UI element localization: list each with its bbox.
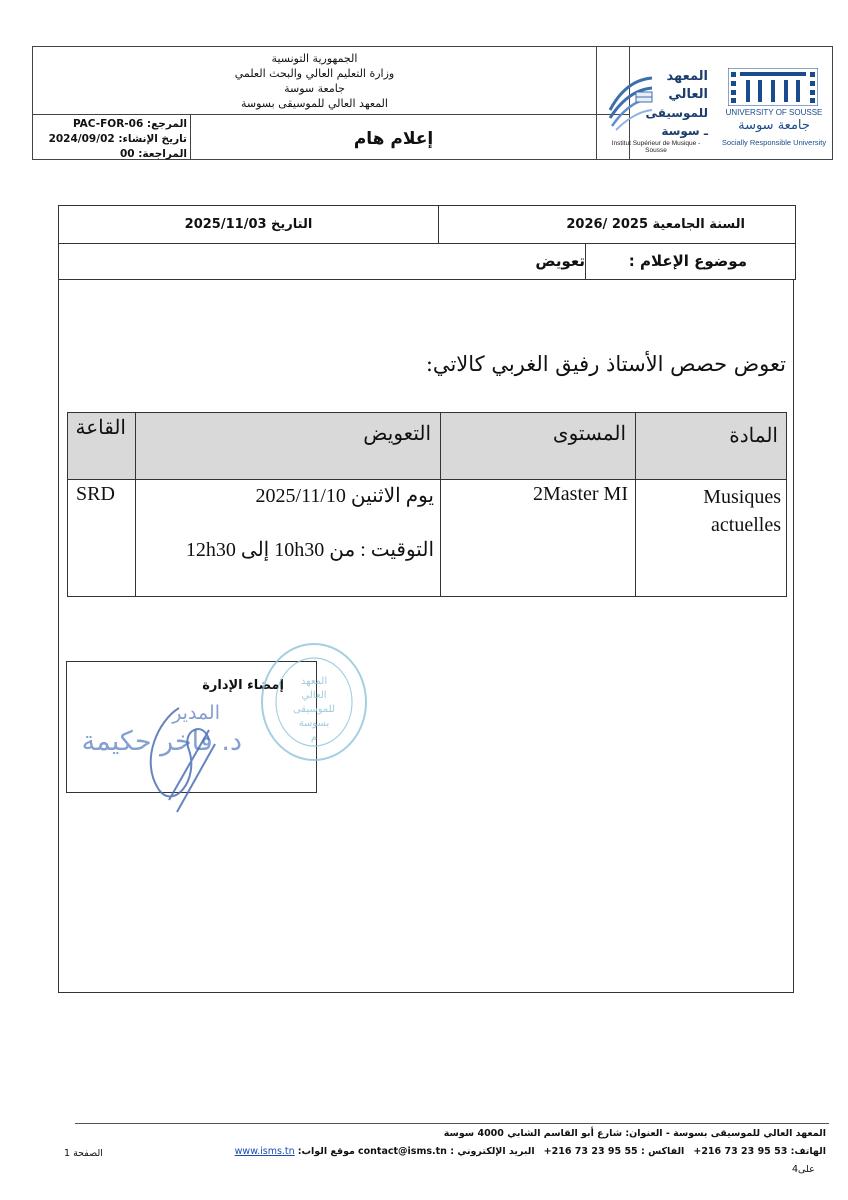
university-tagline: Socially Responsible University — [721, 138, 827, 147]
header-room: القاعة — [75, 415, 126, 439]
column-divider — [635, 413, 636, 596]
header-replacement: التعويض — [363, 421, 431, 445]
music-waves-icon — [606, 70, 656, 132]
revision-number: المراجعة: 00 — [119, 148, 187, 160]
footer-divider — [75, 1123, 829, 1124]
cell-time: التوقيت : من 10h30 إلى 12h30 — [185, 539, 434, 561]
university-name-en: UNIVERSITY OF SOUSSE — [725, 108, 823, 117]
university-name-ar: جامعة سوسة — [738, 118, 810, 133]
footer-contacts — [235, 1146, 826, 1157]
subject-label: موضوع الإعلام : — [628, 252, 747, 270]
page-total: على4 — [792, 1164, 815, 1175]
column-divider — [135, 413, 136, 596]
footer-fax: الفاكس : 55 95 23 73 216+ — [543, 1146, 685, 1157]
cell-level: 2Master MI — [533, 483, 628, 505]
gov-line: وزارة التعليم العالي والبحث العلمي — [234, 67, 395, 80]
footer-email: البريد الإلكتروني : contact@isms.tn — [357, 1146, 535, 1157]
gov-line: المعهد العالي للموسيقى بسوسة — [241, 97, 388, 110]
isms-logo-subtitle: Institut Supérieur de Musique - Sousse — [611, 140, 701, 154]
info-row — [59, 243, 795, 279]
cell-divider — [438, 206, 439, 243]
institution-stamp — [258, 640, 370, 765]
cell-subject: Musiques actuelles — [703, 486, 781, 536]
isms-logo — [604, 66, 708, 154]
footer-address — [444, 1128, 826, 1139]
gov-line: الجمهورية التونسية — [271, 52, 358, 65]
svg-text:العالي: العالي — [301, 690, 327, 701]
page-title: إعلام هام — [353, 129, 434, 149]
svg-text:م: م — [310, 732, 318, 743]
website-link[interactable]: www.isms.tn — [234, 1146, 295, 1157]
footer-phone: الهاتف: 53 95 23 73 216+ — [693, 1146, 826, 1157]
footer-website-label: موقع الواب: — [297, 1146, 355, 1157]
header-divider — [33, 114, 629, 115]
cell-room: SRD — [76, 483, 115, 505]
subject-value: تعويض — [535, 252, 585, 270]
info-row — [59, 206, 795, 244]
announcement-info-table — [58, 205, 796, 280]
creation-date: تاريخ الإنشاء: 2024/09/02 — [48, 133, 187, 145]
header-level: المستوى — [552, 421, 626, 445]
handwritten-signature — [119, 700, 239, 820]
cell-day: يوم الاثنين 2025/11/10 — [255, 485, 434, 507]
director-name: د. فاخر حكيمة — [81, 726, 242, 757]
university-logo — [718, 66, 830, 154]
academic-year: السنة الجامعية 2025 /2026 — [566, 217, 745, 232]
intro-text: تعوض حصص الأستاذ رفيق الغربي كالاتي: — [425, 352, 786, 376]
reference-code: المرجع: PAC-FOR-06 — [72, 118, 187, 130]
university-building-icon — [728, 68, 818, 106]
header-divider — [596, 47, 597, 159]
announcement-date: التاريخ 2025/11/03 — [184, 217, 313, 232]
gov-line: جامعة سوسة — [284, 82, 345, 95]
svg-text:للموسيقى: للموسيقى — [292, 704, 336, 715]
document-meta — [35, 117, 187, 162]
replacement-schedule-table — [67, 412, 787, 597]
column-divider — [440, 413, 441, 596]
page-number: الصفحة 1 — [64, 1148, 103, 1159]
isms-logo-name: المعهد العالي للموسيقى ـ سوسة — [645, 69, 708, 138]
footer-address-text: المعهد العالي للموسيقى بسوسة - العنوان: شارع أبو القاسم الشابي 4000 سوسة — [443, 1128, 826, 1139]
director-title: المدير — [172, 702, 220, 724]
government-heading — [33, 51, 596, 111]
svg-text:المعهد: المعهد — [300, 676, 328, 687]
signature-label: إمضاء الإدارة — [202, 678, 284, 693]
header-subject: المادة — [729, 423, 778, 447]
svg-text:بسوسة: بسوسة — [298, 718, 330, 729]
document-header — [32, 46, 833, 160]
announcement-body-frame — [58, 280, 794, 993]
